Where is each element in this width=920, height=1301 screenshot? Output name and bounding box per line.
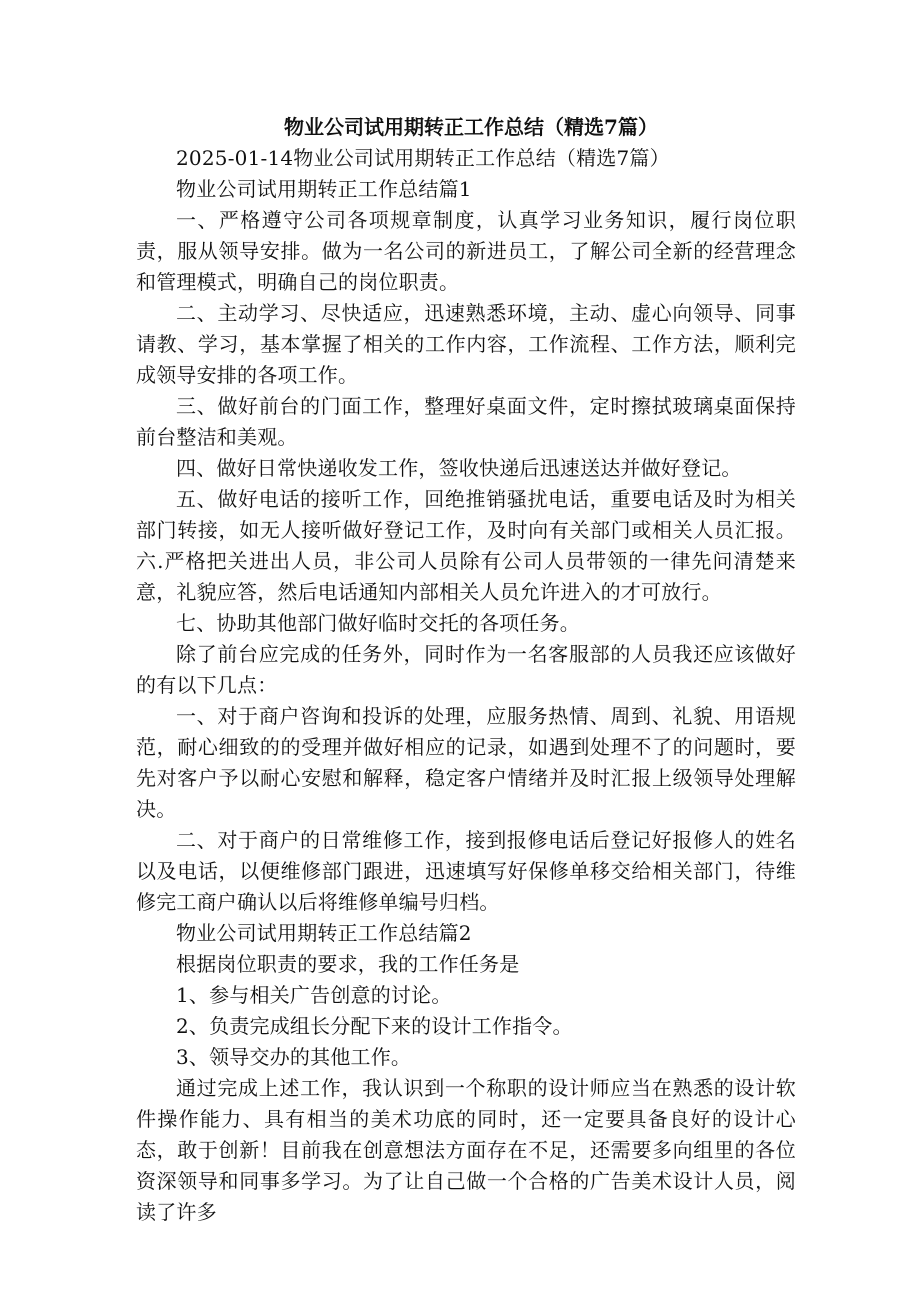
paragraph: 根据岗位职责的要求，我的工作任务是 — [176, 952, 520, 976]
paragraph: 一、严格遵守公司各项规章制度，认真学习业务知识，履行岗位职责，服从领导安排。做为一名公司的新进员工，了解公司全新的经营理念和管理模式，明确自己的岗位职责。 — [136, 208, 796, 294]
list-item: 2、负责完成组长分配下来的设计工作指令。 — [176, 1014, 573, 1038]
paragraph: 通过完成上述工作，我认识到一个称职的设计师应当在熟悉的设计软件操作能力、具有相当的美术功底的同时，还一定要具备良好的设计心态，敢于创新！目前我在创意想法方面存在不足，还需要多向组里的各位资深领导和同事多学习。为了让自己做一个合格的广告美术设计人员，阅读了许多 — [136, 1076, 796, 1224]
paragraph: 四、做好日常快递收发工作，签收快递后迅速送达并做好登记。 — [176, 456, 742, 480]
section-heading-2: 物业公司试用期转正工作总结篇2 — [176, 921, 472, 945]
list-item: 1、参与相关广告创意的讨论。 — [176, 983, 452, 1007]
paragraph: 三、做好前台的门面工作，整理好桌面文件，定时擦拭玻璃桌面保持前台整洁和美观。 — [136, 394, 796, 449]
paragraph: 七、协助其他部门做好临时交托的各项任务。 — [176, 611, 580, 635]
paragraph: 五、做好电话的接听工作，回绝推销骚扰电话，重要电话及时为相关部门转接，如无人接听做好登记工作，及时向有关部门或相关人员汇报。六.严格把关进出人员，非公司人员除有公司人员带领的一律先问清楚来意，礼貌应答，然后电话通知内部相关人员允许进入的才可放行。 — [136, 487, 796, 604]
document-title: 物业公司试用期转正工作总结（精选7篇） — [284, 115, 658, 139]
document-body — [136, 112, 796, 1228]
publish-date-line: 2025-01-14物业公司试用期转正工作总结（精选7篇） — [176, 146, 670, 170]
paragraph: 除了前台应完成的任务外，同时作为一名客服部的人员我还应该做好的有以下几点： — [136, 642, 796, 697]
paragraph: 二、对于商户的日常维修工作，接到报修电话后登记好报修人的姓名以及电话，以便维修部门跟进，迅速填写好保修单移交给相关部门，待维修完工商户确认以后将维修单编号归档。 — [136, 828, 796, 914]
paragraph: 二、主动学习、尽快适应，迅速熟悉环境，主动、虚心向领导、同事请教、学习，基本掌握了相关的工作内容，工作流程、工作方法，顺利完成领导安排的各项工作。 — [136, 301, 796, 387]
paragraph: 一、对于商户咨询和投诉的处理，应服务热情、周到、礼貌、用语规范，耐心细致的的受理并做好相应的记录，如遇到处理不了的问题时，要先对客户予以耐心安慰和解释，稳定客户情绪并及时汇报上级领导处理解决。 — [136, 704, 796, 821]
section-heading-1: 物业公司试用期转正工作总结篇1 — [176, 177, 472, 201]
list-item: 3、领导交办的其他工作。 — [176, 1045, 412, 1069]
